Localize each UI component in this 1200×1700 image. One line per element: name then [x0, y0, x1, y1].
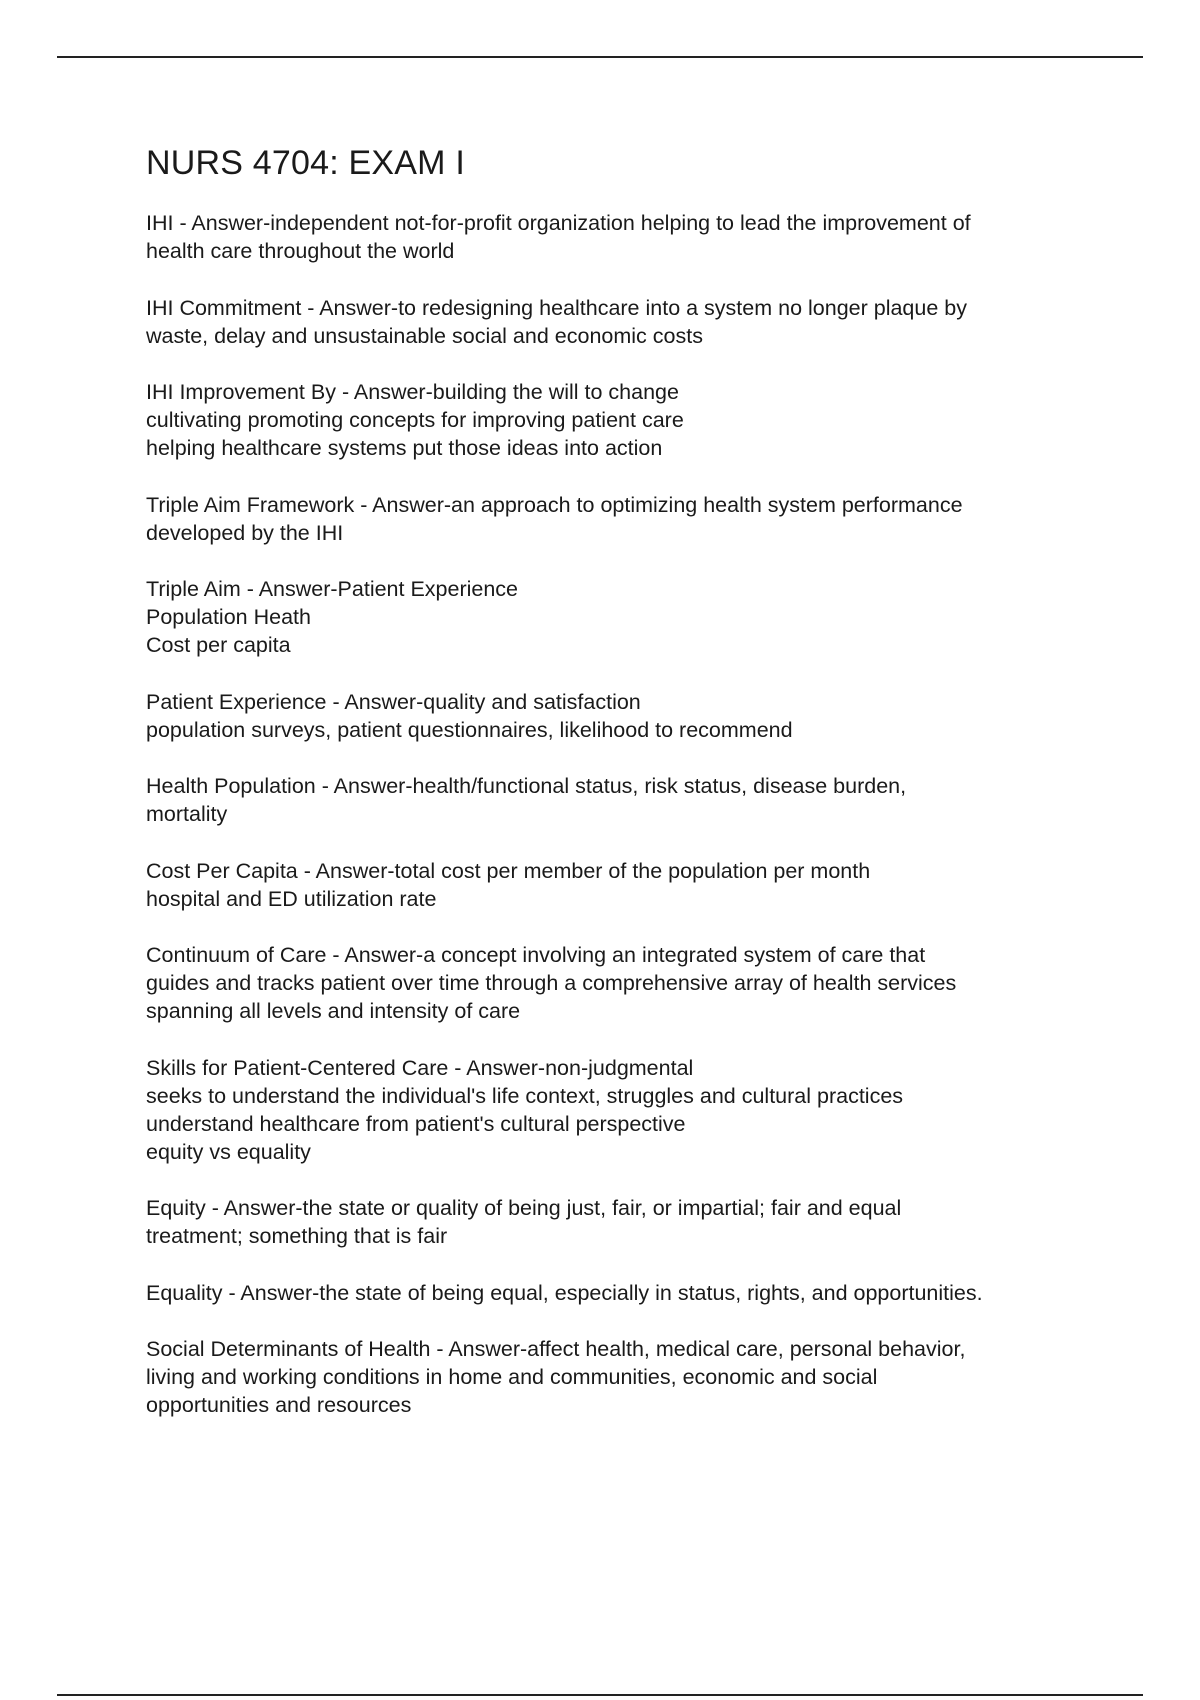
page-title: NURS 4704: EXAM I — [146, 144, 465, 182]
qa-line: Health Population - Answer-health/functional status, risk status, disease burden, — [146, 774, 907, 798]
qa-line: Patient Experience - Answer-quality and satisfaction — [146, 689, 641, 714]
qa-line: population surveys, patient questionnaires, likelihood to recommend — [146, 717, 793, 742]
qa-line: IHI Improvement By - Answer-building the will to change — [146, 380, 679, 404]
document-page — [146, 143, 1106, 1448]
qa-line: hospital and ED utilization rate — [146, 886, 437, 911]
qa-line: Triple Aim - Answer-Patient Experience — [146, 577, 519, 601]
qa-line: living and working conditions in home and communities, economic and social — [146, 1365, 878, 1389]
qa-line: equity vs equality — [146, 1139, 311, 1164]
qa-line: IHI Commitment - Answer-to redesigning healthcare into a system no longer plaque by — [146, 295, 967, 320]
qa-item — [146, 294, 1106, 350]
qa-line: understand healthcare from patient's cultural perspective — [146, 1111, 686, 1136]
qa-line: Continuum of Care - Answer-a concept involving an integrated system of care that — [146, 943, 926, 967]
qa-list — [146, 209, 1106, 1419]
qa-line: treatment; something that is fair — [146, 1224, 448, 1248]
qa-item — [146, 378, 1106, 462]
qa-item — [146, 688, 1106, 744]
qa-line: opportunities and resources — [146, 1393, 412, 1417]
qa-line: mortality — [146, 802, 228, 826]
qa-line: Equality - Answer-the state of being equal, especially in status, rights, and opportunities. — [146, 1280, 983, 1305]
qa-line: IHI - Answer-independent not-for-profit organization helping to lead the improvement of — [146, 211, 971, 235]
qa-item — [146, 1194, 1106, 1250]
qa-line: Social Determinants of Health - Answer-affect health, medical care, personal behavior, — [146, 1337, 966, 1361]
qa-item — [146, 575, 1106, 659]
qa-line: developed by the IHI — [146, 520, 344, 545]
qa-item — [146, 209, 1106, 265]
qa-item — [146, 1054, 1106, 1166]
bottom-divider — [57, 1694, 1143, 1696]
qa-item — [146, 857, 1106, 913]
qa-line: helping healthcare systems put those ideas into action — [146, 436, 663, 460]
qa-line: cultivating promoting concepts for improving patient care — [146, 408, 684, 432]
qa-item — [146, 1279, 1106, 1307]
qa-line: Population Heath — [146, 605, 311, 629]
qa-line: guides and tracks patient over time through a comprehensive array of health services — [146, 971, 957, 995]
qa-line: Cost per capita — [146, 633, 291, 657]
qa-line: Skills for Patient-Centered Care - Answer-non-judgmental — [146, 1055, 694, 1080]
qa-item — [146, 491, 1106, 547]
qa-line: Equity - Answer-the state or quality of being just, fair, or impartial; fair and equal — [146, 1196, 902, 1220]
qa-line: Triple Aim Framework - Answer-an approach to optimizing health system performance — [146, 492, 963, 517]
qa-item — [146, 772, 1106, 828]
qa-item — [146, 941, 1106, 1025]
top-divider — [57, 56, 1143, 58]
qa-item — [146, 1335, 1106, 1419]
qa-line: Cost Per Capita - Answer-total cost per member of the population per month — [146, 858, 871, 883]
qa-line: seeks to understand the individual's life context, struggles and cultural practices — [146, 1083, 904, 1108]
qa-line: health care throughout the world — [146, 239, 455, 263]
qa-line: waste, delay and unsustainable social and economic costs — [146, 323, 703, 348]
qa-line: spanning all levels and intensity of care — [146, 999, 521, 1023]
